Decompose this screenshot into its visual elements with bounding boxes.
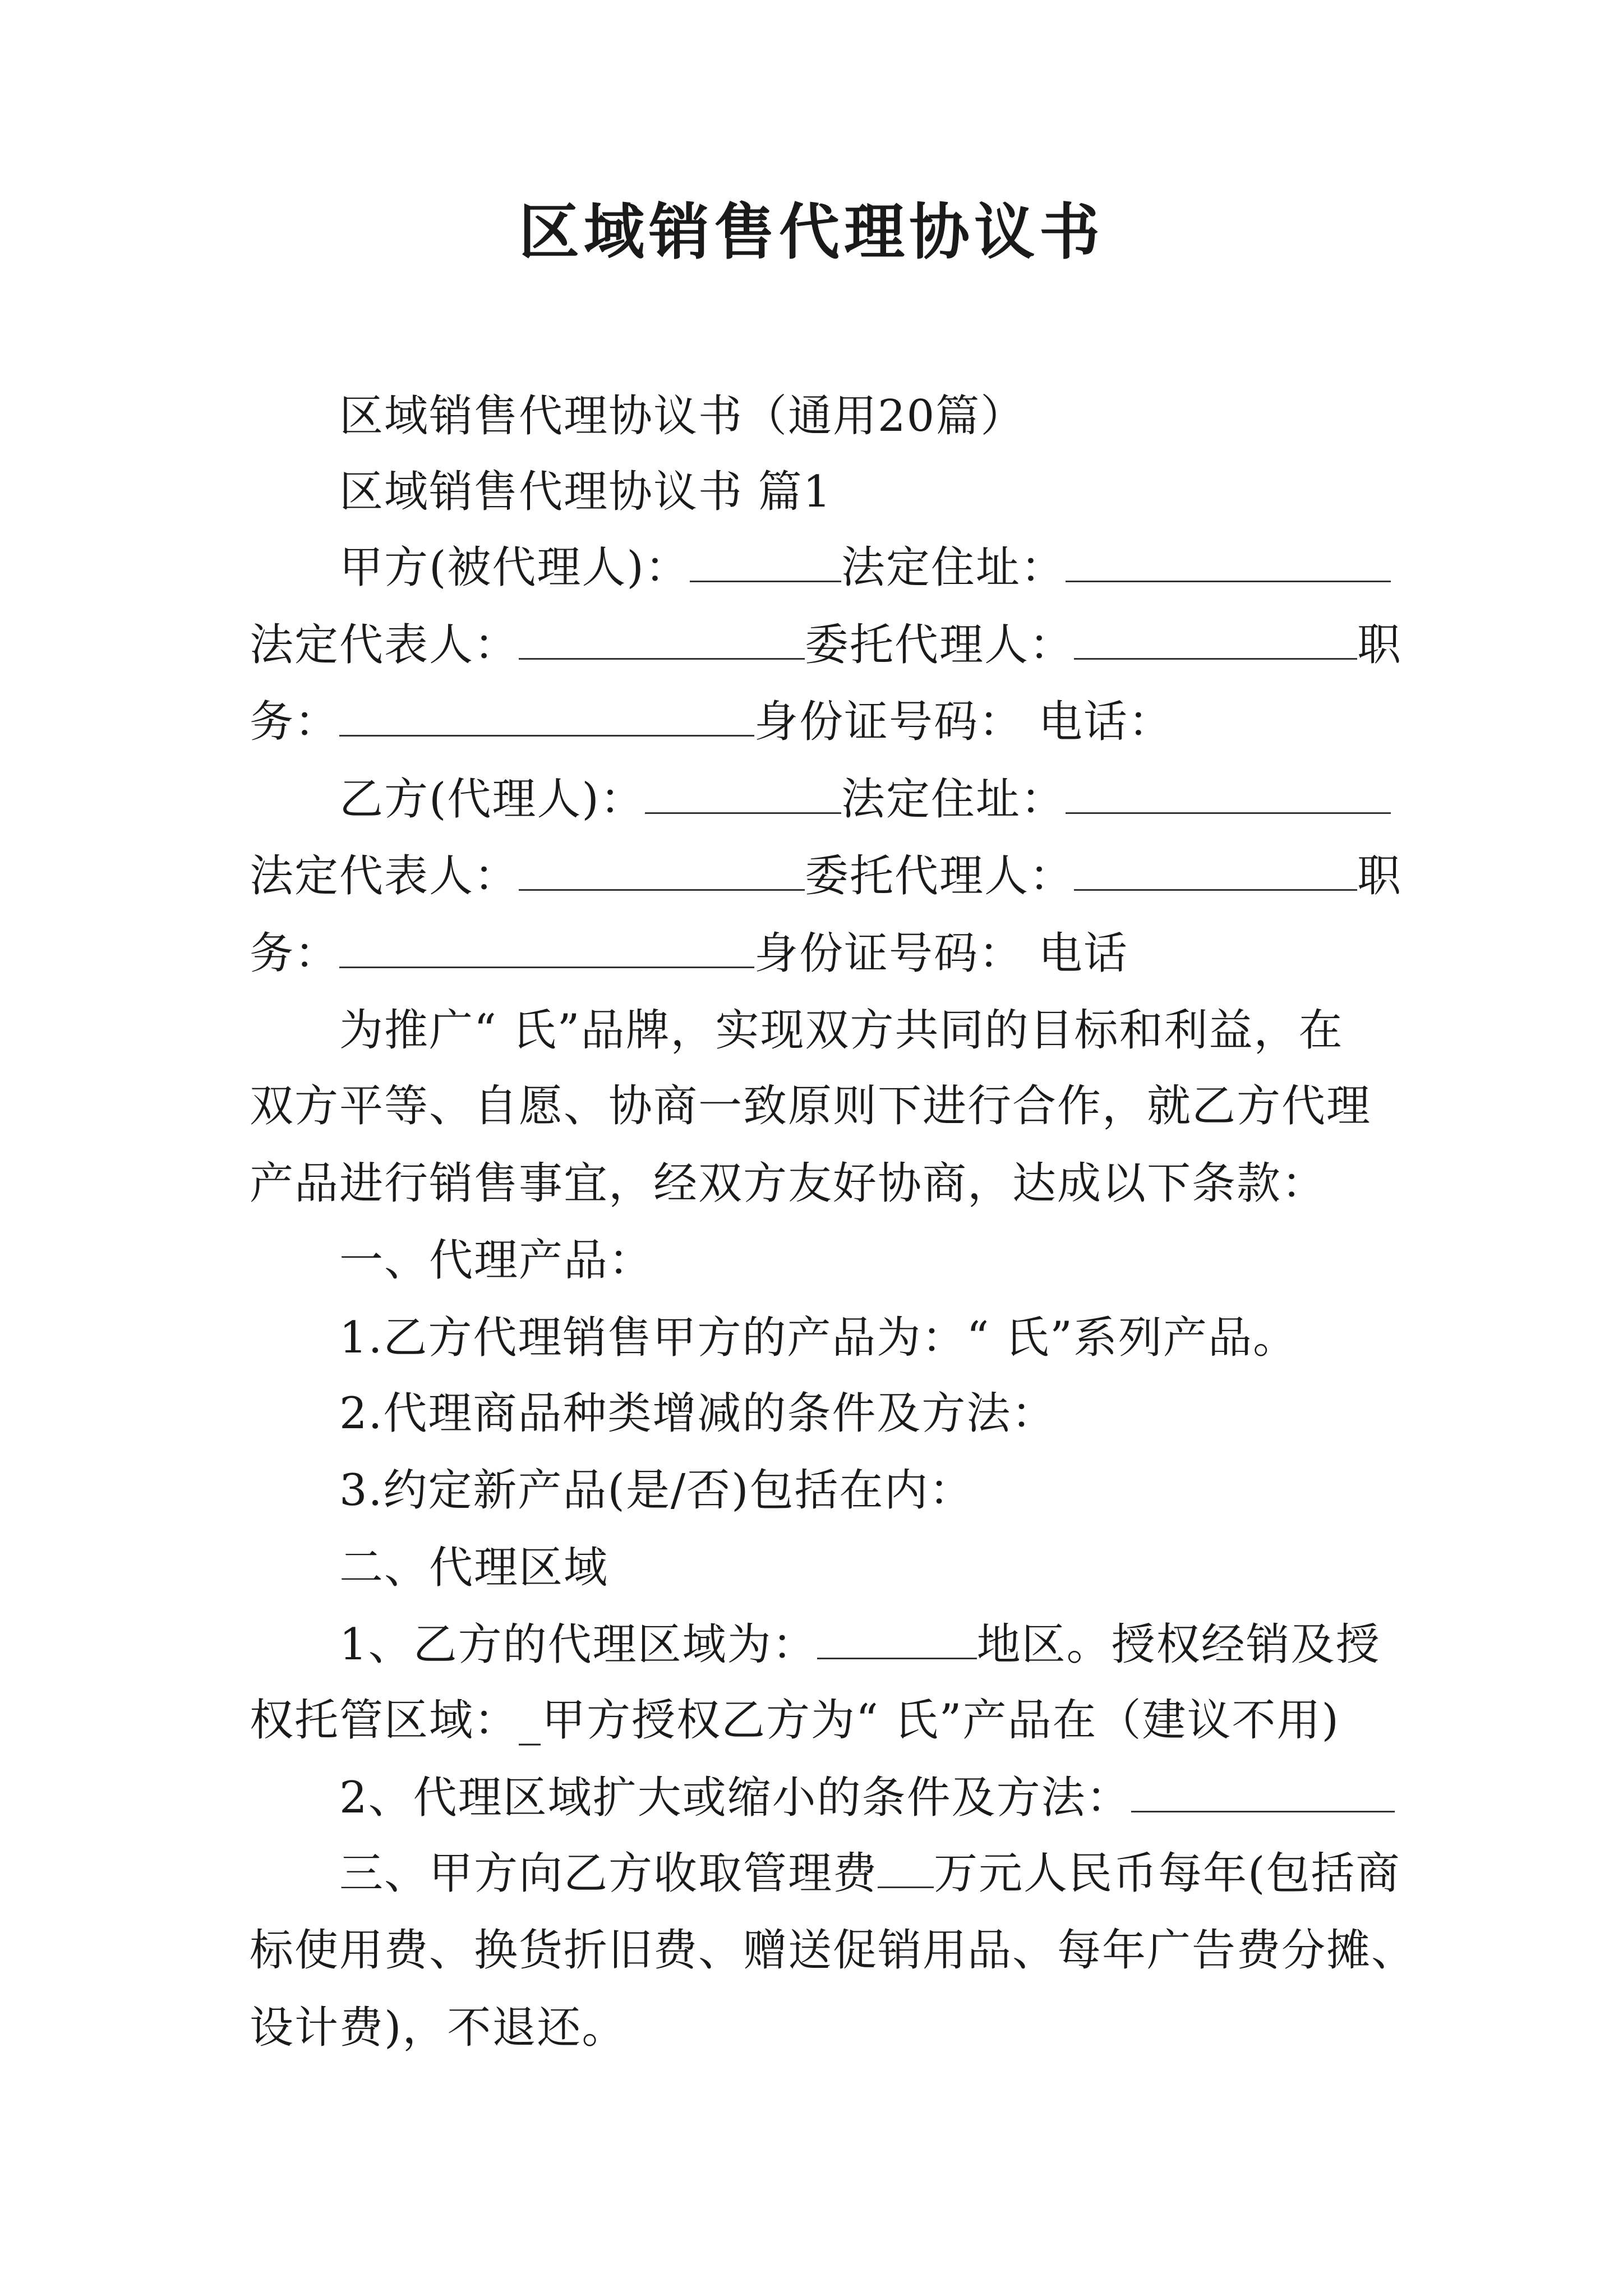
text-run: 区域销售代理协议书 篇1 [339,467,832,517]
paragraph-line [339,1618,1381,1672]
text-run: 乙方(代理人)： [339,774,645,825]
fill-in-blank[interactable] [878,1849,934,1888]
text-run: 职 [1357,620,1403,670]
text-run: 2.代理商品种类增减的条件及方法： [339,1388,1057,1439]
fill-in-blank[interactable] [339,698,754,737]
fill-in-blank[interactable] [519,621,805,660]
fill-in-blank[interactable] [1066,775,1391,814]
text-run: 1.乙方代理销售甲方的产品为：“ 氏”系列产品。 [339,1313,1298,1363]
paragraph-line [339,541,1391,595]
paragraph-line [250,1924,1416,1977]
paragraph-line [250,696,1173,749]
text-run: 二、代理区域 [339,1543,609,1593]
paragraph-line [339,1464,974,1517]
fill-in-blank[interactable] [1074,852,1357,891]
text-run: 委托代理人： [805,851,1075,901]
text-run: 权托管区域：_甲方授权乙方为“ 氏”产品在（建议不用) [250,1695,1340,1746]
text-run: 标使用费、换货折旧费、赠送促销用品、每年广告费分摊、 [250,1925,1417,1976]
text-run: 区域销售代理协议书（通用20篇） [339,391,1026,441]
text-run: 地区。授权经销及授 [976,1619,1381,1670]
text-run: 务： [250,697,340,747]
paragraph-line [339,1387,1056,1441]
text-run: 法定住址： [841,774,1066,825]
text-run: 产品进行销售事宜，经双方友好协商，达成以下条款： [250,1158,1327,1209]
text-run: 三、甲方向乙方收取管理费 [339,1848,878,1899]
fill-in-blank[interactable] [1131,1774,1395,1812]
paragraph-line [250,2001,626,2055]
fill-in-blank[interactable] [519,852,805,891]
text-run: 职 [1357,851,1403,901]
text-run: 一、代理产品： [339,1235,654,1286]
text-run: 甲方(被代理人)： [339,542,690,593]
text-run: 身份证号码： 电话： [754,697,1173,747]
paragraph-line [339,1542,608,1595]
text-run: 1、乙方的代理区域为： [339,1619,817,1670]
text-run: 法定住址： [841,542,1066,593]
fill-in-blank[interactable] [690,544,841,582]
paragraph-line [250,850,1402,903]
text-run: 2、代理区域扩大或缩小的条件及方法： [339,1773,1131,1823]
document-title: 区域销售代理协议书 [518,197,1104,268]
text-run: 双方平等、自愿、协商一致原则下进行合作，就乙方代理 [250,1081,1372,1131]
paragraph-line [339,466,832,519]
paragraph-line [250,619,1402,672]
paragraph-line [339,1772,1395,1825]
paragraph-line [250,927,1128,981]
paragraph-line [250,1080,1371,1133]
fill-in-blank[interactable] [1066,544,1391,582]
paragraph-line [339,390,1025,443]
paragraph-line [250,1157,1326,1211]
paragraph-line [339,1004,1344,1057]
text-run: 万元人民币每年(包括商 [934,1848,1401,1899]
fill-in-blank[interactable] [645,775,841,814]
fill-in-blank[interactable] [339,930,754,968]
text-run: 身份证号码： 电话 [754,928,1128,979]
text-run: 法定代表人： [250,851,519,901]
paragraph-line [339,1312,1298,1365]
text-run: 3.约定新产品(是/否)包括在内： [339,1465,974,1516]
fill-in-blank[interactable] [1074,621,1357,660]
paragraph-line [250,1694,1340,1747]
text-run: 为推广“ 氏”品牌，实现双方共同的目标和利益，在 [339,1005,1344,1056]
paragraph-line [339,1847,1400,1901]
text-run: 务： [250,928,340,979]
text-run: 设计费)，不退还。 [250,2003,627,2053]
fill-in-blank[interactable] [817,1621,977,1659]
text-run: 委托代理人： [805,620,1075,670]
paragraph-line [339,773,1391,826]
text-run: 法定代表人： [250,620,519,670]
paragraph-line [339,1234,653,1287]
